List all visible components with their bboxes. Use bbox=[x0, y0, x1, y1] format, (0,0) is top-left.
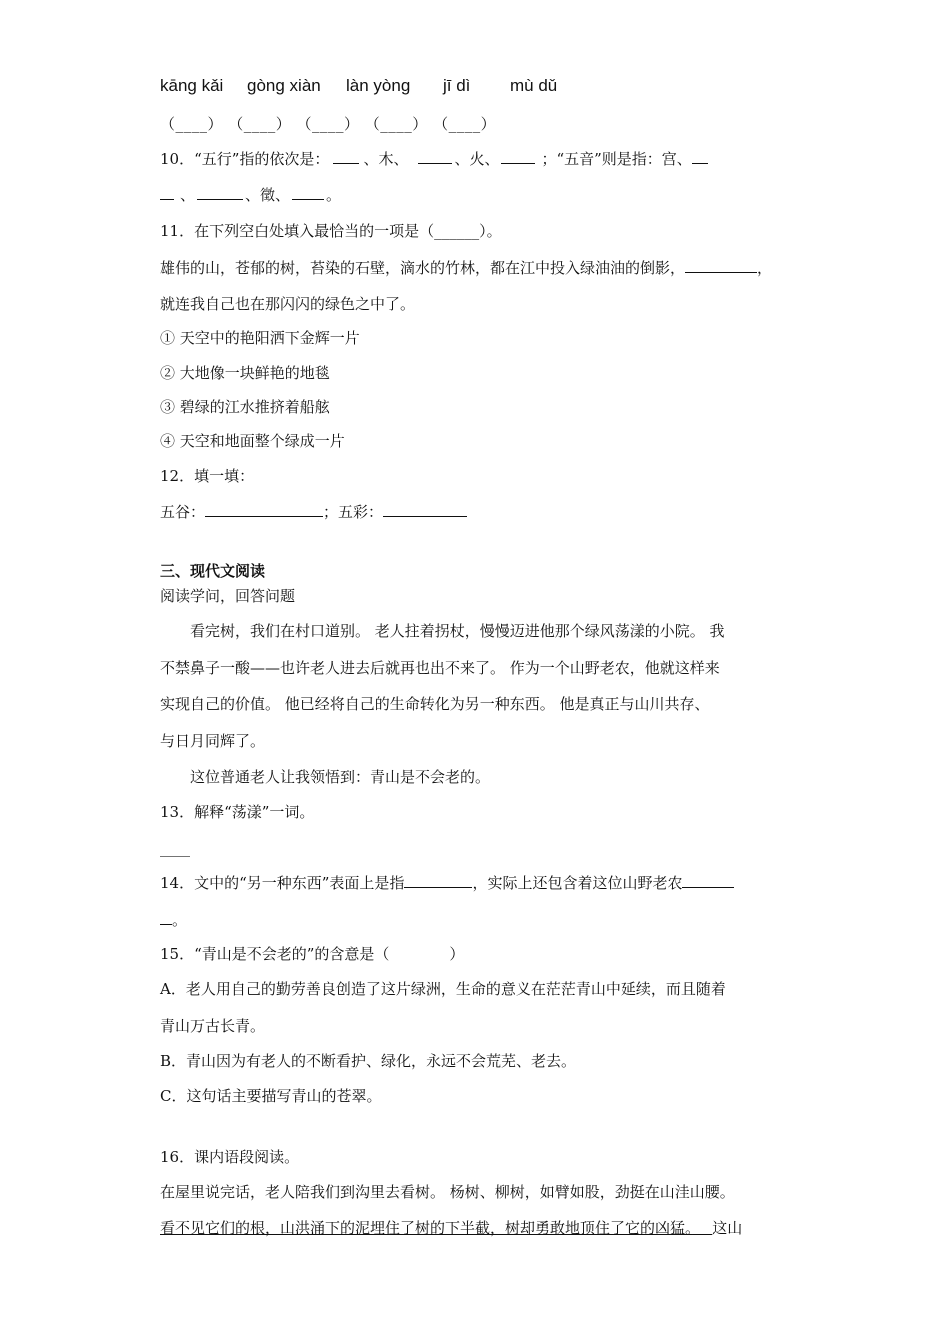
blank[interactable] bbox=[160, 185, 174, 200]
q10-text-4: ；“五音”则是指：宫、 bbox=[541, 150, 692, 168]
passage-line-3: 实现自己的价值。 他已经将自己的生命转化为另一种东西。 他是真正与山川共存、 bbox=[160, 695, 710, 713]
blank[interactable] bbox=[685, 258, 757, 273]
question-14-line-2 bbox=[160, 910, 187, 930]
question-11-passage-1 bbox=[160, 258, 772, 278]
underline-gap bbox=[693, 1219, 713, 1237]
q10-text-5: 、 bbox=[180, 186, 196, 204]
q11-passage-end: ， bbox=[757, 259, 773, 277]
section-instruction: 阅读学问，回答问题 bbox=[160, 587, 296, 605]
question-16-stem: 16．课内语段阅读。 bbox=[160, 1148, 300, 1166]
blank[interactable] bbox=[404, 873, 472, 888]
pinyin-5: mù dǔ bbox=[510, 76, 558, 95]
question-11-passage-2: 就连我自己也在那闪闪的绿色之中了。 bbox=[160, 295, 416, 313]
choice-c[interactable]: C．这句话主要描写青山的苍翠。 bbox=[160, 1087, 382, 1105]
choice-b[interactable]: B．青山因为有老人的不断看护、绿化，永远不会荒芜、老去。 bbox=[160, 1052, 577, 1070]
section-title: 三、现代文阅读 bbox=[160, 562, 266, 580]
passage-line-4: 与日月同辉了。 bbox=[160, 732, 266, 750]
blank[interactable] bbox=[333, 149, 359, 164]
q11-passage-text: 雄伟的山，苍郁的树，苔染的石壁，滴水的竹林，都在江中投入绿油油的倒影， bbox=[160, 259, 686, 277]
q10-text-7: 。 bbox=[326, 186, 342, 204]
q12-wucai-label: ；五彩： bbox=[323, 503, 384, 521]
question-14-line-1 bbox=[160, 873, 734, 893]
passage-line-2: 不禁鼻子一酸——也许老人进去后就再也出不来了。 作为一个山野老农，他就这样来 bbox=[160, 659, 720, 677]
question-13-stem: 13．解释“荡漾”一词。 bbox=[160, 803, 315, 821]
blank[interactable] bbox=[197, 185, 243, 200]
q16-line-2-rest: 这山 bbox=[712, 1219, 743, 1237]
passage-line-5: 这位普通老人让我领悟到：青山是不会老的。 bbox=[190, 768, 491, 786]
choice-a-line-1[interactable]: A．老人用自己的勤劳善良创造了这片绿洲，生命的意义在茫茫青山中延续，而且随着 bbox=[160, 980, 726, 998]
blank[interactable] bbox=[692, 149, 708, 164]
question-10-line-1 bbox=[160, 149, 708, 169]
question-10-line-2 bbox=[160, 185, 341, 205]
question-13-blank[interactable]: ____ bbox=[160, 839, 190, 857]
pinyin-answer-blanks: （____） （____） （____） （____） （____） bbox=[160, 115, 497, 133]
blank[interactable] bbox=[160, 910, 172, 925]
question-11-stem: 11．在下列空白处填入最恰当的一项是（______）。 bbox=[160, 222, 502, 240]
pinyin-3: làn yòng bbox=[346, 76, 411, 95]
blank[interactable] bbox=[292, 185, 324, 200]
pinyin-4: jī dì bbox=[443, 76, 471, 95]
option-4[interactable]: ④ 天空和地面整个绿成一片 bbox=[160, 432, 345, 450]
blank[interactable] bbox=[418, 149, 452, 164]
q16-underlined-sentence: 看不见它们的根，山洪涌下的泥埋住了树的下半截，树却勇敢地顶住了它的凶猛。 bbox=[160, 1219, 693, 1237]
blank[interactable] bbox=[383, 502, 467, 517]
q10-number: 10． bbox=[160, 150, 195, 168]
q14-end: 。 bbox=[172, 911, 188, 929]
q14-text-2: ，实际上还包含着这位山野老农 bbox=[472, 874, 683, 892]
q14-text-1: 14．文中的“另一种东西”表面上是指 bbox=[160, 874, 405, 892]
blank[interactable] bbox=[501, 149, 535, 164]
option-1[interactable]: ① 天空中的艳阳洒下金辉一片 bbox=[160, 329, 360, 347]
q12-wugu-label: 五谷： bbox=[160, 503, 206, 521]
blank[interactable] bbox=[205, 502, 323, 517]
q10-text-2: 、木、 bbox=[363, 150, 409, 168]
option-3[interactable]: ③ 碧绿的江水推挤着船舷 bbox=[160, 398, 330, 416]
q16-passage-line-2 bbox=[160, 1218, 742, 1238]
option-2[interactable]: ② 大地像一块鲜艳的地毯 bbox=[160, 364, 330, 382]
q10-text-1: “五行”指的依次是： bbox=[194, 150, 330, 168]
question-12-answer bbox=[160, 502, 467, 522]
pinyin-2: gòng xiàn bbox=[247, 76, 321, 95]
question-15-stem: 15．“青山是不会老的”的含意是（ ） bbox=[160, 945, 465, 963]
choice-a-line-2: 青山万古长青。 bbox=[160, 1017, 266, 1035]
q10-text-6: 、徵、 bbox=[245, 186, 291, 204]
passage-line-1: 看完树，我们在村口道别。 老人拄着拐杖，慢慢迈进他那个绿风荡漾的小院。 我 bbox=[190, 622, 725, 640]
blank[interactable] bbox=[682, 873, 734, 888]
pinyin-1: kāng kǎi bbox=[160, 76, 224, 95]
q10-text-3: 、火、 bbox=[454, 150, 500, 168]
question-12-stem: 12．填一填： bbox=[160, 467, 255, 485]
q16-passage-line-1: 在屋里说完话，老人陪我们到沟里去看树。 杨树、柳树，如臂如股，劲挺在山洼山腰。 bbox=[160, 1183, 735, 1201]
